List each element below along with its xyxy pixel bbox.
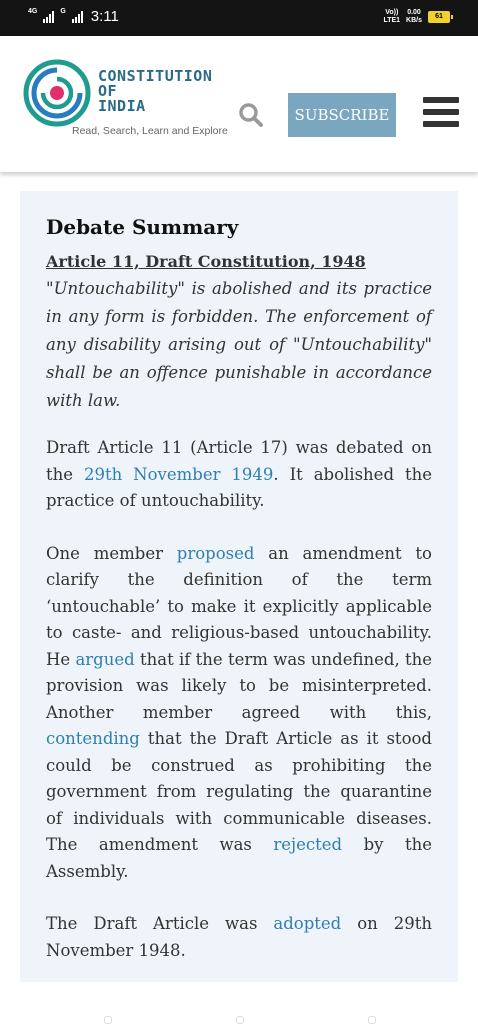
page-dot <box>368 1016 376 1024</box>
contending-link[interactable]: contending <box>46 729 140 748</box>
status-right <box>383 9 450 25</box>
text-span: by the Assembly. <box>46 835 432 881</box>
lte-label: LTE1 <box>383 17 401 24</box>
text-span: that if the term was undefined, the provision was likely to be misinterpreted. Another member agreed with this, <box>46 649 432 722</box>
volte-indicator <box>383 9 400 25</box>
text-span: that the Draft Article as it stood could be construed as prohibiting the government from regulating the quarantine of individuals with communicable diseases. The amendment was <box>46 729 432 854</box>
page-dot <box>104 1016 112 1024</box>
search-icon[interactable] <box>238 102 264 128</box>
proposed-link[interactable]: proposed <box>176 543 255 563</box>
clock: 3:11 <box>90 8 119 25</box>
article-text: "Untouchability" is abolished and its practice in any form is forbidden. The enforcement of any disability arising out of "Untouchability" shall be an offence punishable in accordance with law. <box>46 279 432 410</box>
rejected-link[interactable]: rejected <box>273 835 343 854</box>
text-span: One member <box>46 543 177 563</box>
text-span: an amendment to clarify the definition of the term ‘untouchable’ to make it explicitly applicable to caste- and religious-based untouchability. He <box>46 543 432 669</box>
speed-unit: KB/s <box>406 17 422 24</box>
paragraph-debate-date <box>46 435 432 515</box>
network-type-1: 4G <box>28 8 38 15</box>
battery-icon: 61 <box>428 11 450 23</box>
page-dot <box>236 1016 244 1024</box>
brand-line-2: OF <box>98 82 118 100</box>
logo-icon[interactable] <box>22 58 92 128</box>
site-header <box>0 36 478 172</box>
brand-line-3: INDIA <box>98 97 146 115</box>
signal-icon-2 <box>72 11 83 23</box>
hamburger-menu-icon[interactable] <box>423 97 459 129</box>
status-bar <box>0 0 478 36</box>
text-span: on 29th November 1948. <box>46 914 432 960</box>
status-left <box>28 8 119 25</box>
brand-name[interactable] <box>98 69 212 114</box>
network-speed <box>406 9 422 25</box>
debate-summary-card <box>20 191 458 982</box>
signal-icon <box>43 11 54 23</box>
adopted-link[interactable]: adopted <box>273 914 342 933</box>
subscribe-button[interactable]: SUBSCRIBE <box>288 93 396 137</box>
section-title: Debate Summary <box>46 215 239 239</box>
paragraph-amendment <box>46 541 432 886</box>
text-span: . It abolished the practice of untouchability. <box>46 464 432 510</box>
brand-line-1: CONSTITUTION <box>98 67 213 85</box>
article-heading: Article 11, Draft Constitution, 1948 <box>46 252 366 271</box>
text-span: The Draft Article was <box>46 914 274 933</box>
summary-content <box>46 215 432 990</box>
debate-date-link[interactable]: 29th November 1949 <box>83 464 274 484</box>
tagline: Read, Search, Learn and Explore <box>72 125 228 137</box>
argued-link[interactable]: argued <box>75 649 135 669</box>
paragraph-adoption <box>46 911 432 964</box>
volte-label: Vo)) <box>385 9 399 16</box>
network-type-2: G <box>60 8 66 15</box>
speed-value: 0.00 <box>407 9 421 16</box>
text-span: Draft Article 11 (Article 17) was debated on the <box>46 438 432 484</box>
